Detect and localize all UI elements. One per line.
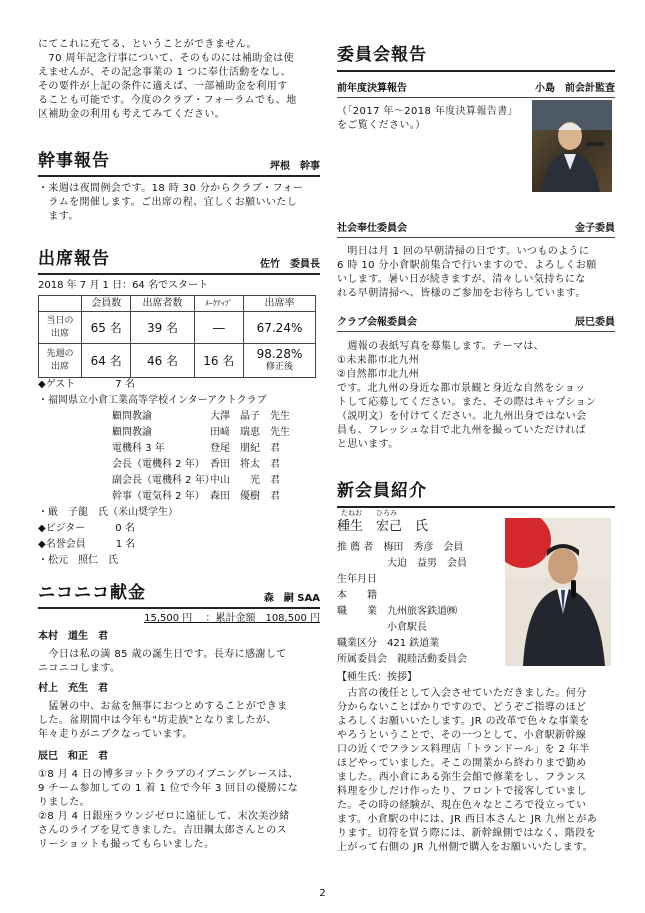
attendance-header-row (39, 296, 316, 312)
visitor-count: ◆ビジター 0 名 (38, 523, 135, 534)
guest-list (112, 410, 322, 506)
lastweek-attendees: 46 名 (131, 344, 194, 378)
guest-name: 香田 将太 君 (210, 459, 280, 470)
guest-role: 副会長（電機科 2 年） (112, 475, 215, 486)
today-members: 65 名 (82, 312, 131, 344)
guest-row (112, 474, 322, 490)
header-rate: 出席率 (243, 296, 315, 312)
finance-reporter: 小島 前会計監査 (535, 83, 615, 94)
profile-line: 大迫 益男 会員 (337, 558, 467, 569)
attendance-row-today (39, 312, 316, 344)
today-attendees: 39 名 (131, 312, 194, 344)
attendance-reporter: 佐竹 委員長 (260, 259, 320, 270)
new-member-title: 新会員紹介 (337, 481, 427, 501)
kanji-report-title: 幹事報告 (38, 151, 110, 171)
member-name: 種生 宏己 氏 (337, 519, 429, 534)
attendance-table (38, 295, 316, 378)
honorary-count: ◆名誉会員 1 名 (38, 539, 136, 550)
guest-row (112, 410, 322, 426)
guest-name: 中山 光 君 (210, 475, 280, 486)
lastweek-rate-cell (243, 344, 315, 378)
new-member-photo (505, 518, 611, 666)
niko-total: 15,500 円 ：累計金額 108,500 円 (144, 613, 320, 624)
guest-name: 田﨑 瑞恵 先生 (210, 427, 290, 438)
greeting-body: 古宮の後任として入会させていただきました。何分 分からないことばかりですので、どうぞご指導のほど よろしくお願いいたします。JR の改革で色々な事業を やろうということで、その一つとして、小倉駅新幹線 口の近くでフランス料理店「トランドール」を 2 年半 ほどやっていました。そこの開業から終わりまで勤め ました。西小倉にある弥生会館で修業をし、フランス 料理を少しだけ作ったり、フロントで接客していまし た。その時の経験が、現在色々なところで役立ってい ます。小倉駅の中には、JR 西日本さんと JR 九州とがあ ります。切符を買う際には、新幹線側ではなく、階段を 上がって右側の JR 九州側で購入をお願いいたします。 (337, 688, 598, 853)
guest-name: 登尾 朋紀 君 (210, 443, 280, 454)
lastweek-makeup: 16 名 (194, 344, 243, 378)
honorary-name: ・松元 照仁 氏 (38, 555, 118, 566)
kanji-body: ・来週は夜間例会です。18 時 30 分からクラブ・フォー ラムを開催します。ご出席の程、宜しくお願いいたし ます。 (38, 183, 304, 222)
guest-row (112, 442, 322, 458)
lastweek-rate-note: 修正後 (265, 361, 293, 372)
corner-cell (39, 296, 82, 312)
committee-divider (337, 70, 615, 72)
niko-body-3: ①8 月 4 日の博多ヨットクラブのイブニングレースは、 9 チーム参加しての 1 着 1 位で今年 3 回目の優勝にな りました。 ②8 月 4 日銀座ラウンジゼロに遠征して、末次美沙緒 さんのライブを見てきました。吉田鋼太郎さんとのス リーショットも撮ってもらいました。 (38, 769, 299, 850)
guest-school: ・福岡県立小倉工業高等学校インターアクトクラブ (38, 395, 267, 406)
bulletin-body: 週報の表紙写真を募集します。テーマは、 ①未来都市北九州 ②自然都市北九州 です。北九州の身近な都市景観と身近な自然をショッ トして応募してください。また、その際はキャプション （説明文）を付けてください。北九州出身ではない会 員も、フレッシュな目で北九州を撮っていただければ と思います。 (337, 341, 597, 450)
social-service-body: 明日は月 1 回の早朝清掃の日です。いつものように 6 時 10 分小倉駅前集合で行いますので、よろしくお願 いします。暑い日が続きますが、清々しい気持ちにな れる早朝清掃へ、皆様のご参加をお待ちしています。 (337, 246, 597, 299)
niko-name-2: 村上 充生 君 (38, 683, 108, 694)
guest-row (112, 426, 322, 442)
attendance-divider (38, 273, 320, 275)
kanji-divider (38, 175, 320, 177)
guest-extra: ・厳 子龍 氏（米山奨学生） (38, 507, 178, 518)
niko-name-3: 辰巳 和正 君 (38, 751, 108, 762)
header-members: 会員数 (82, 296, 131, 312)
today-makeup: ― (194, 312, 243, 344)
new-member-divider (337, 506, 615, 508)
header-makeup: ﾒｰｸｱｯﾌﾟ (194, 296, 243, 312)
niko-reporter: 森 嗣 SAA (263, 593, 320, 604)
profile-line: 職業区分 421 鉄道業 (337, 638, 440, 649)
guest-role: 顧問教諭 (112, 427, 152, 438)
profile-line: 小倉駅長 (337, 622, 427, 633)
profile-line: 本 籍 (337, 590, 377, 601)
guest-role: 会長（電機科 2 年） (112, 459, 205, 470)
guest-role: 顧問教諭 (112, 411, 152, 422)
profile-line: 職 業 九州旅客鉄道㈱ (337, 606, 457, 617)
guest-name: 大澤 晶子 先生 (210, 411, 290, 422)
greeting-title: 【種生氏：挨拶】 (337, 672, 417, 683)
social-service-divider (337, 237, 615, 238)
guest-count: ◆ゲスト 7 名 (38, 379, 135, 390)
profile-line: 所属委員会 親睦活動委員会 (337, 654, 467, 665)
page-number: 2 (319, 888, 326, 899)
profile-line: 生年月日 (337, 574, 377, 585)
committee-report-title: 委員会報告 (337, 45, 427, 65)
guest-role: 電機科 3 年 (112, 443, 165, 454)
finance-body: （「2017 年～2018 年度決算報告書」 をご覧ください。） (337, 106, 519, 131)
niko-body-2: 猛暑の中、お盆を無事におつとめすることができま した。盆期間中は今年も"坊走族"となりましたが、 年々走りがニブクなっています。 (38, 701, 288, 740)
lastweek-rate: 98.28% (256, 346, 303, 361)
guest-role: 幹事（電気科 2 年） (112, 491, 205, 502)
finance-title: 前年度決算報告 (337, 83, 407, 94)
member-profile (337, 541, 507, 669)
intro-paragraph: にてこれに充てる、ということができません。 70 周年記念行事について、そのものには補助金は使 えませんが、その記念事業の 1 つに奉仕活動をなし、 その要件が上記の条件に適えば、一部補助金を利用す ることも可能です。今度のクラブ・フォーラムでも、地 区補助金の利用も考えてみてください。 (38, 39, 297, 120)
kanji-reporter: 坪根 幹事 (270, 161, 320, 172)
profile-line: 推 薦 者 梅田 秀彦 会員 (337, 542, 464, 553)
guest-name: 森田 優樹 君 (210, 491, 280, 502)
header-attendees: 出席者数 (131, 296, 194, 312)
bulletin-reporter: 辰巳委員 (575, 317, 615, 328)
lastweek-members: 64 名 (82, 344, 131, 378)
finance-divider (337, 97, 615, 98)
attendance-title: 出席報告 (38, 249, 110, 269)
bulletin-title: クラブ会報委員会 (337, 317, 417, 328)
social-service-reporter: 金子委員 (575, 223, 615, 234)
today-rate: 67.24% (243, 312, 315, 344)
niko-title: ニコニコ献金 (38, 583, 146, 603)
member-name-ruby: たねお ひろみ (341, 509, 397, 517)
guest-row (112, 490, 322, 506)
attendance-row-lastweek (39, 344, 316, 378)
niko-name-1: 本村 道生 君 (38, 631, 108, 642)
social-service-title: 社会奉仕委員会 (337, 223, 407, 234)
bulletin-divider (337, 331, 615, 332)
speaker-photo-1 (532, 100, 612, 192)
attendance-date: 2018 年 7 月 1 日：64 名でスタート (38, 280, 208, 291)
niko-body-1: 今日は私の満 85 歳の誕生日です。長寿に感謝して ニコニコします。 (38, 649, 287, 674)
niko-divider (38, 607, 320, 609)
row-today-label: 当日の 出席 (39, 312, 82, 344)
row-lastweek-label: 先週の 出席 (39, 344, 82, 378)
guest-row (112, 458, 322, 474)
